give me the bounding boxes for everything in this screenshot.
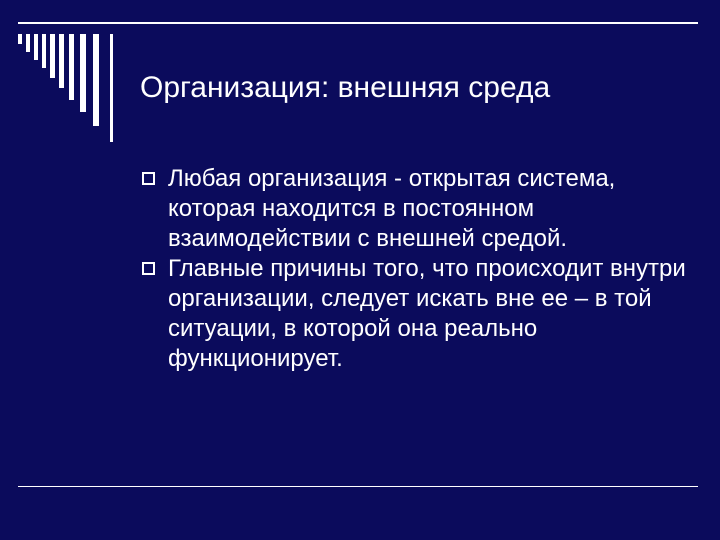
slide-title: Организация: внешняя среда bbox=[140, 71, 551, 104]
stripe bbox=[110, 34, 113, 142]
stripe bbox=[69, 34, 74, 100]
stripe bbox=[42, 34, 46, 68]
bullet-list bbox=[142, 164, 702, 374]
stripe bbox=[93, 34, 99, 126]
bottom-rule bbox=[18, 486, 698, 487]
stripe bbox=[50, 34, 55, 78]
bullet-item bbox=[142, 164, 702, 254]
hollow-square-icon bbox=[142, 262, 155, 275]
hollow-square-icon bbox=[142, 172, 155, 185]
bullet-text: Любая организация - открытая система, которая находится в постоянном взаимодействии с внешней средой. bbox=[168, 165, 616, 252]
stripe bbox=[80, 34, 86, 112]
top-rule bbox=[18, 22, 698, 24]
stripe bbox=[59, 34, 64, 88]
decorative-stripes bbox=[18, 34, 128, 154]
bullet-text: Главные причины того, что происходит внутри организации, следует искать вне ее – в той ситуации, в которой она реально функционирует. bbox=[168, 255, 686, 372]
stripe bbox=[34, 34, 38, 60]
bullet-item bbox=[142, 254, 702, 374]
stripe bbox=[18, 34, 22, 44]
stripe bbox=[26, 34, 30, 52]
